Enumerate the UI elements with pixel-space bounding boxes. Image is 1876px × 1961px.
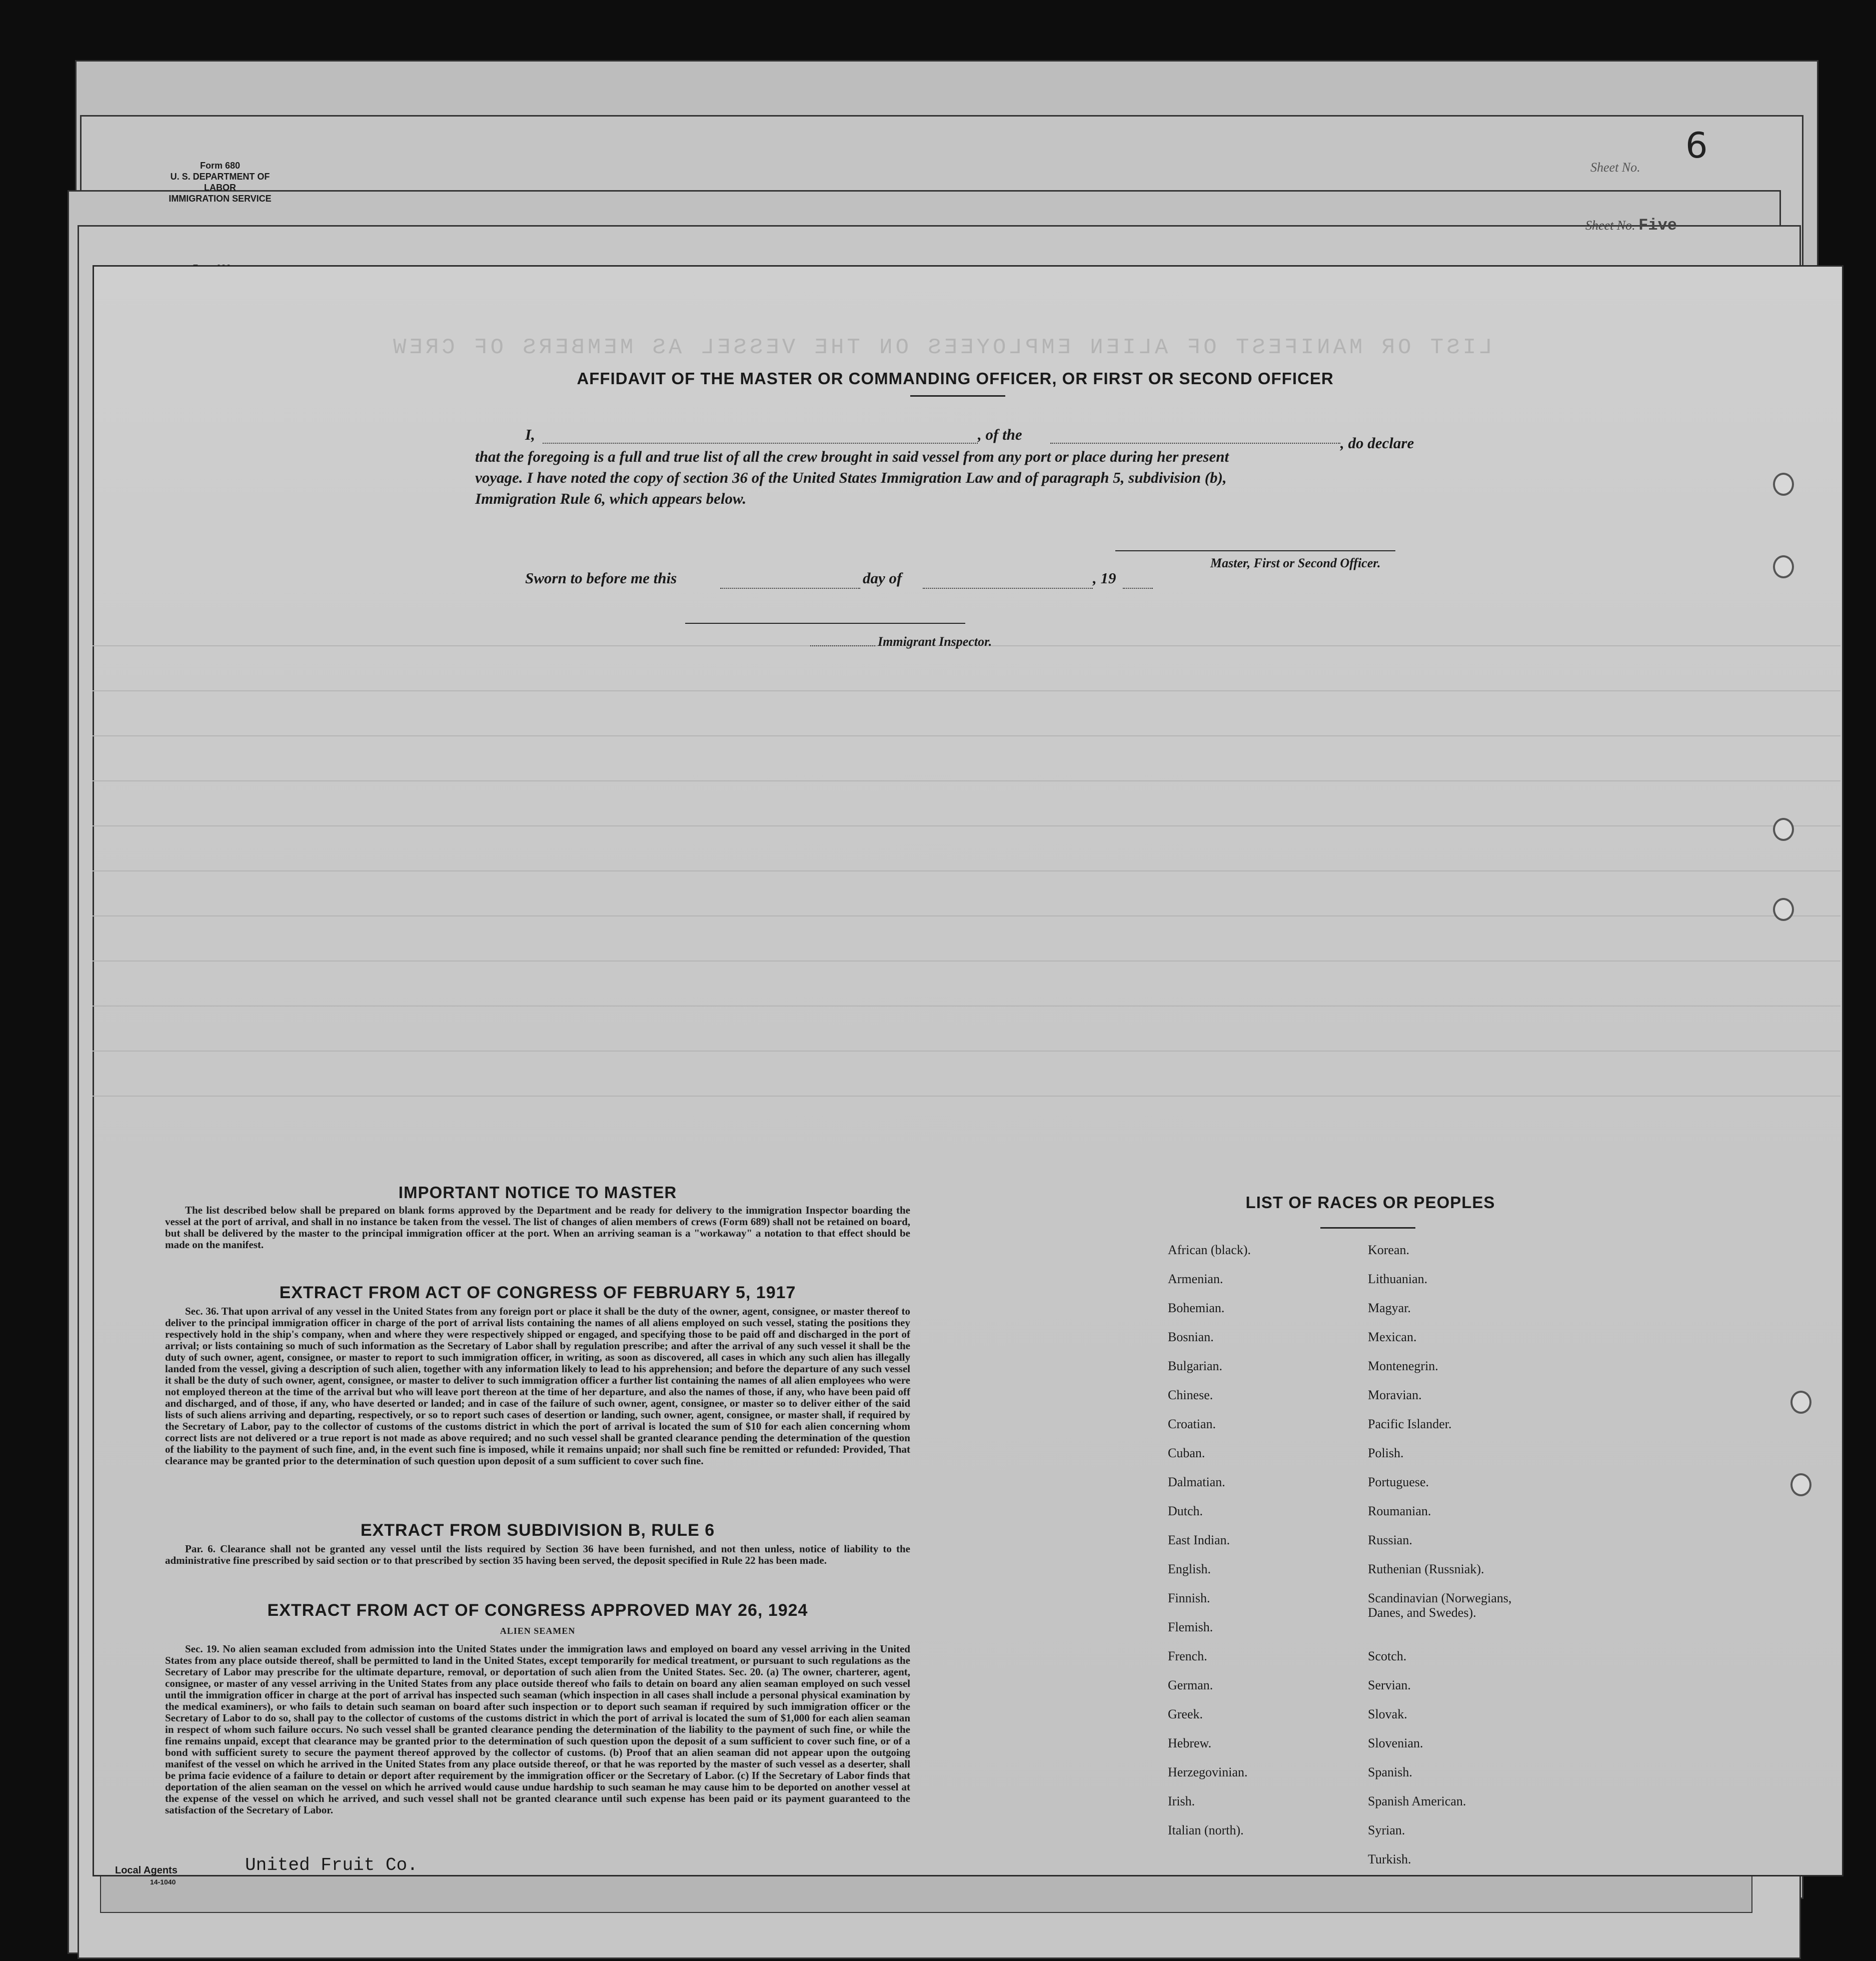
faint-row-line (93, 1096, 1840, 1097)
race-item: Roumanian. (1368, 1504, 1431, 1518)
affidavit-line4: Immigration Rule 6, which appears below. (475, 490, 747, 507)
extract-rule6-body: Par. 6. Clearance shall not be granted any vessel until the lists required by Section 36 have been furnished, and not then unless, notice of liability to the administrative fine prescribed by said section or to that prescribed by section 35 having been served, the deposit specified in Rule 22 has been made. (165, 1543, 910, 1566)
local-agents-label (115, 1865, 178, 1887)
race-item: Bohemian. (1168, 1301, 1225, 1315)
handwritten-page-number: 6 (1685, 125, 1708, 166)
name-blank[interactable] (543, 443, 978, 444)
race-item: Syrian. (1368, 1823, 1405, 1837)
race-item: Ruthenian (Russniak). (1368, 1562, 1484, 1576)
race-item: Italian (north). (1168, 1823, 1244, 1837)
year-label: , 19 (1093, 569, 1116, 587)
form-number: Form 680 (200, 161, 241, 171)
inspector-label: Immigrant Inspector. (878, 634, 992, 649)
race-item: Servian. (1368, 1678, 1411, 1692)
faint-row-line (93, 960, 1840, 961)
faint-row-line (93, 870, 1840, 871)
race-item: Chinese. (1168, 1388, 1213, 1402)
affidavit-title: AFFIDAVIT OF THE MASTER OR COMMANDING OFFICER, OR FIRST OR SECOND OFFICER (577, 369, 1334, 388)
punch-hole (1773, 555, 1794, 578)
race-item: Dalmatian. (1168, 1475, 1225, 1489)
faint-row-line (93, 690, 1840, 691)
race-item: Mexican. (1368, 1330, 1417, 1344)
extract-1924-subtitle: ALIEN SEAMEN (500, 1626, 576, 1636)
form-header (155, 160, 285, 204)
race-item: Herzegovinian. (1168, 1765, 1248, 1779)
races-title: LIST OF RACES OR PEOPLES (1245, 1193, 1495, 1212)
sworn-day-blank[interactable] (720, 588, 860, 589)
race-item: Danes, and Swedes). (1368, 1605, 1476, 1620)
title-rule (910, 395, 1005, 397)
faint-row-line (93, 780, 1840, 781)
race-item: Spanish. (1368, 1765, 1412, 1779)
punch-hole (1790, 1391, 1811, 1414)
punch-hole (1790, 1473, 1811, 1496)
extract-1917-body: Sec. 36. That upon arrival of any vessel in the United States from any foreign port or place it shall be the duty of the owner, agent, consignee, or master thereof to deliver to the principal immigration officer in charge of the port of arrival lists containing the names of all aliens employed on such vessel, stating the positions they respectively hold in the ship's company, when and where they were respectively shipped or engaged, and specifying those to be paid off and discharged in the port of arrival; or lists containing so much of such information as the Secretary of Labor shall by regulation prescribe; and after the arrival of any such vessel it shall be the duty of such owner, agent, consignee, or master to report to such immigration officer, in writing, as soon as discovered, all cases in which any such alien has illegally landed from the vessel, giving a description of such alien, together with any information likely to lead to his apprehension; and before the departure of any such vessel it shall be the duty of such owner, agent, consignee, or master to deliver to such immigration officer a further list containing the names of all alien employees who were not employed thereon at the time of the arrival but who will leave port thereon at the time of her departure, and also the names of those, if any, who have been paid off and discharged, and of those, if any, who have deserted or landed; and in case of the failure of such owner, agent, consignee, or master so to deliver either of the said lists of such aliens arriving and departing, respectively, or so to report such cases of desertion or landing, such owner, agent, consignee, or master shall, if required by the Secretary of Labor, pay to the collector of customs of the customs district in which the port of arrival is located the sum of $10 for each alien concerning whom correct lists are not delivered or a true report is not made as above required; and no such vessel shall be granted clearance pending the determination of the question of the liability to the payment of such fine, and, in the event such fine is imposed, while it remains unpaid; nor shall such fine be remitted or refunded: Provided, That clearance may be granted prior to the determination of such question upon deposit of a sum sufficient to cover such fine. (165, 1305, 910, 1467)
race-item: Scotch. (1368, 1649, 1407, 1663)
race-item: Greek. (1168, 1707, 1203, 1721)
inspector-dots (810, 645, 875, 646)
race-item: German. (1168, 1678, 1213, 1692)
race-item: Flemish. (1168, 1620, 1213, 1634)
bleed-through-banner: LIST OR MANIFEST OF ALIEN EMPLOYEES ON THE VESSEL AS MEMBERS OF CREW (390, 335, 1492, 360)
race-item: Slovenian. (1368, 1736, 1423, 1750)
faint-row-line (93, 1051, 1840, 1052)
master-signature-line[interactable] (1115, 550, 1395, 551)
extract-rule6-title: EXTRACT FROM SUBDIVISION B, RULE 6 (360, 1521, 715, 1540)
affidavit-declare: , do declare (1340, 434, 1414, 452)
affidavit-line2: that the foregoing is a full and true list of all the crew brought in said vessel from any port or place during her present (475, 448, 1229, 465)
faint-row-line (93, 1006, 1840, 1007)
race-item: Hebrew. (1168, 1736, 1212, 1750)
affidavit-line3: voyage. I have noted the copy of section 36 of the United States Immigration Law and of paragraph 5, subdivision (b), (475, 469, 1227, 486)
faint-row-line (93, 735, 1840, 736)
sheet-number-back: Sheet No. (1590, 160, 1640, 175)
affidavit-i: I, (525, 426, 535, 443)
extract-1917-title: EXTRACT FROM ACT OF CONGRESS OF FEBRUARY 5, 1917 (279, 1283, 796, 1302)
punch-hole (1773, 818, 1794, 841)
race-item: Irish. (1168, 1794, 1195, 1808)
extract-1924-title: EXTRACT FROM ACT OF CONGRESS APPROVED MAY 26, 1924 (267, 1601, 808, 1620)
race-item: African (black). (1168, 1243, 1251, 1257)
affidavit-of-the: , of the (978, 426, 1022, 443)
inspector-signature-line[interactable] (685, 623, 965, 624)
race-item: Bosnian. (1168, 1330, 1214, 1344)
vessel-blank[interactable] (1050, 443, 1340, 444)
local-agents-value: United Fruit Co. (245, 1855, 418, 1875)
race-item: East Indian. (1168, 1533, 1230, 1547)
race-item: Finnish. (1168, 1591, 1210, 1605)
races-right-column (1368, 1236, 1511, 1874)
race-item: Spanish American. (1368, 1794, 1466, 1808)
year-blank[interactable] (1123, 588, 1153, 589)
race-item: Pacific Islander. (1368, 1417, 1452, 1431)
race-item: Portuguese. (1368, 1475, 1429, 1489)
race-item: English. (1168, 1562, 1211, 1576)
extract-1924-body: Sec. 19. No alien seaman excluded from admission into the United States under the immigration laws and employed on board any vessel arriving in the United States from any place outside thereof, shall be permitted to land in the United States, except temporarily for medical treatment, or pursuant to such regulations as the Secretary of Labor may prescribe for the ultimate departure, removal, or deportation of such alien from the United States. Sec. 20. (a) The owner, charterer, agent, consignee, or master of any vessel arriving in the United States from any place outside thereof who fails to detain on board any alien seaman employed on such vessel until the immigration officer in charge at the port of arrival has inspected such seaman (which inspection in all cases shall include a personal physical examination by the medical examiners), or who fails to detain such seaman on board after such inspection or to deport such seaman if required by such immigration officer or the Secretary of Labor to do so, shall pay to the collector of customs of the customs district in which the port of arrival is located the sum of $1,000 for each alien seaman in respect of whom such failure occurs. No such vessel shall be granted clearance pending the determination of the liability to the payment of such fine, or while the fine remains unpaid, except that clearance may be granted prior to the determination of such question upon the deposit of a sum sufficient to cover such fine, or of a bond with sufficient surety to secure the payment thereof approved by the collector of customs. (b) Proof that an alien seaman did not appear upon the outgoing manifest of the vessel on which he arrived in the United States from any place outside thereof, or that he was reported by the master of such vessel as a deserter, shall be prima facie evidence of a failure to detain or deport after requirement by the immigration officer or the Secretary of Labor. (c) If the Secretary of Labor finds that deportation of the alien seaman on the vessel on which he arrived would cause undue hardship to such seaman he may cause him to be deported on another vessel at the expense of the vessel on which he arrived, and such vessel shall not be granted clearance until such expense has been paid or its payment guaranteed to the satisfaction of the Secretary of Labor. (165, 1643, 910, 1816)
race-item: Bulgarian. (1168, 1359, 1223, 1373)
race-item: Magyar. (1368, 1301, 1411, 1315)
race-item: Croatian. (1168, 1417, 1216, 1431)
punch-hole (1773, 898, 1794, 921)
race-item: Armenian. (1168, 1272, 1223, 1286)
punch-hole (1773, 473, 1794, 496)
sheet-number-five: Sheet No. Five (1585, 216, 1677, 235)
race-item: French. (1168, 1649, 1207, 1663)
race-item: Cuban. (1168, 1446, 1205, 1460)
race-item: Russian. (1368, 1533, 1412, 1547)
form-code: 14-1040 (150, 1878, 176, 1886)
race-item: Korean. (1368, 1243, 1410, 1257)
races-left-column (1168, 1236, 1251, 1845)
day-of-label: day of (863, 569, 902, 587)
race-item: Dutch. (1168, 1504, 1203, 1518)
month-blank[interactable] (923, 588, 1093, 589)
race-item: Montenegrin. (1368, 1359, 1438, 1373)
notice-body: The list described below shall be prepared on blank forms approved by the Department and be ready for delivery to the immigration Inspector boarding the vessel at the port of arrival, and shall in no instance be taken from the vessel. The list of changes of alien members of crews (Form 689) shall not be retained on board, but shall be delivered by the master to the principal immigration officer at the port. When an arriving seaman is a "workaway" a notation to that effect should be made on the manifest. (165, 1204, 910, 1251)
races-rule (1320, 1227, 1415, 1229)
race-item: Moravian. (1368, 1388, 1422, 1402)
race-item: Lithuanian. (1368, 1272, 1428, 1286)
local-agents-text: Local Agents (115, 1865, 178, 1876)
faint-row-line (93, 915, 1840, 916)
race-item: Turkish. (1368, 1852, 1411, 1866)
notice-title: IMPORTANT NOTICE TO MASTER (398, 1183, 677, 1202)
race-item: Scandinavian (Norwegians, (1368, 1591, 1512, 1605)
service-label: IMMIGRATION SERVICE (169, 194, 272, 204)
faint-row-line (93, 825, 1840, 826)
race-item: Slovak. (1368, 1707, 1407, 1721)
race-item: Polish. (1368, 1446, 1404, 1460)
master-signature-label: Master, First or Second Officer. (1210, 556, 1381, 570)
sworn-label: Sworn to before me this (525, 569, 677, 587)
department-label: U. S. DEPARTMENT OF LABOR (170, 172, 270, 193)
